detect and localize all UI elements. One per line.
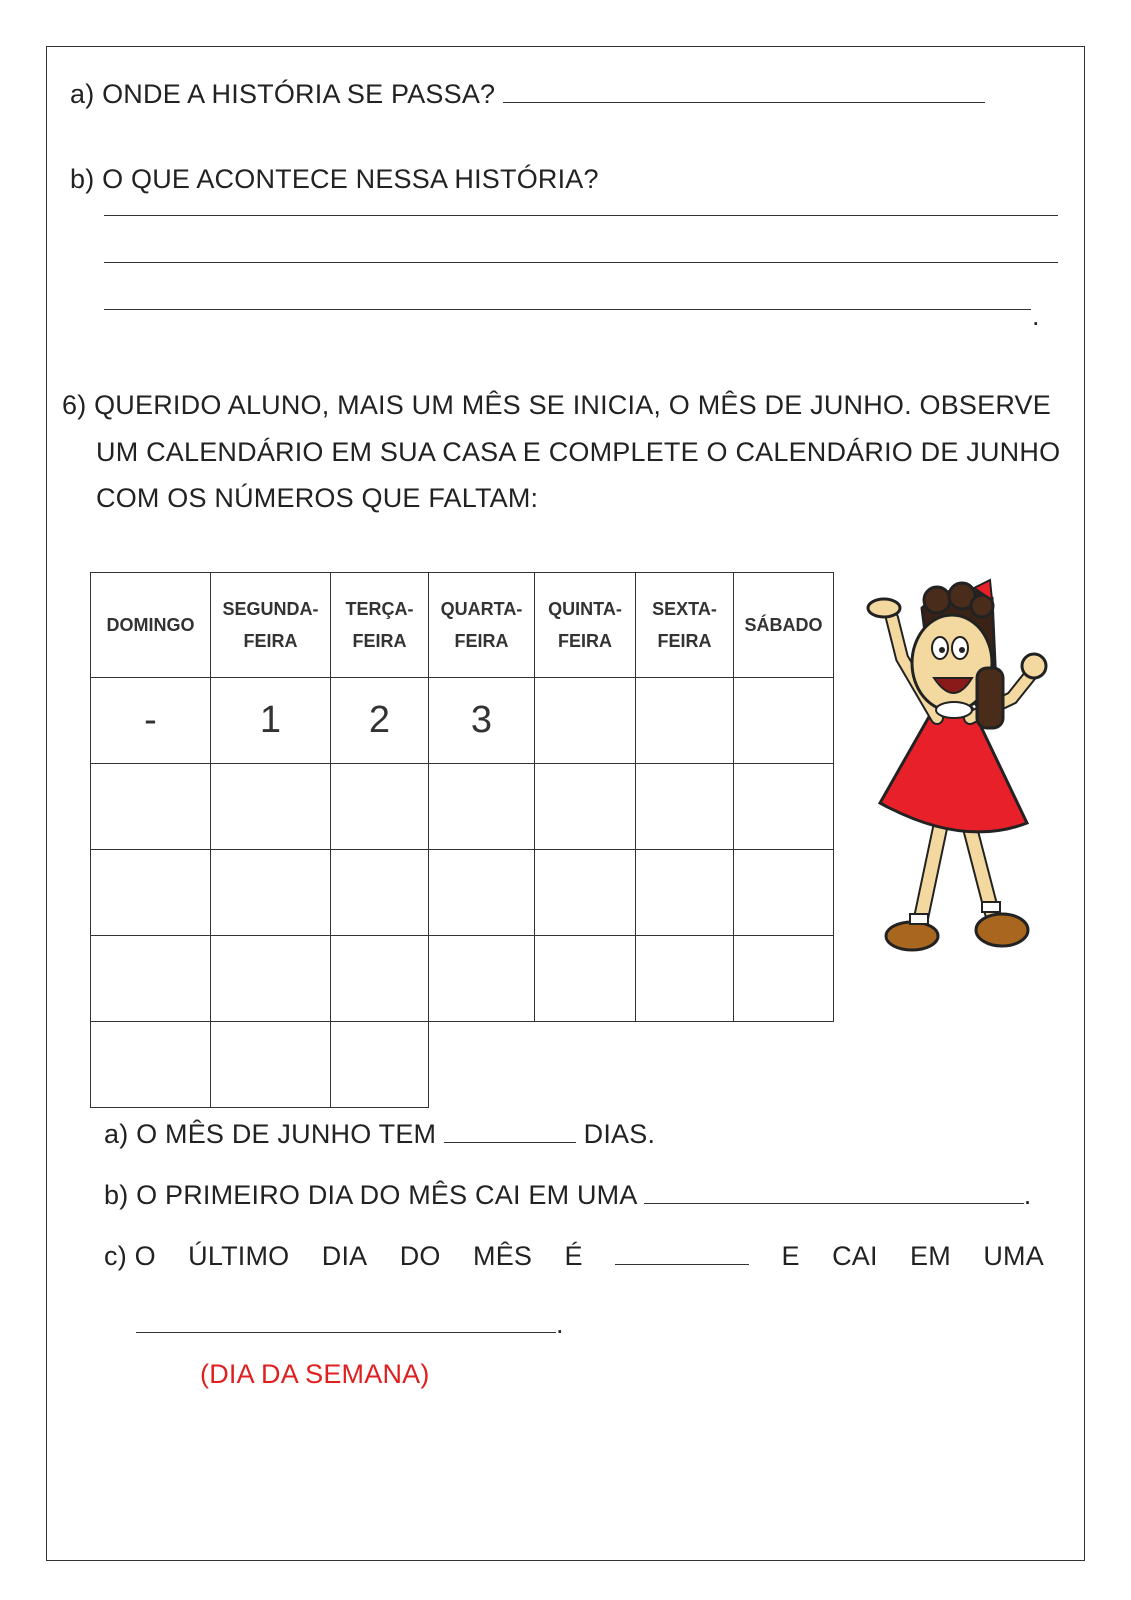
- calendar-cell[interactable]: [734, 850, 834, 936]
- calendar-cell[interactable]: [636, 678, 734, 764]
- calendar-cell[interactable]: [211, 850, 331, 936]
- calendar-cell[interactable]: [636, 936, 734, 1022]
- calendar-cell[interactable]: [734, 678, 834, 764]
- calendar-cell: 3: [429, 678, 535, 764]
- calendar-week-4: [90, 936, 834, 1022]
- calendar-week-1: [90, 678, 834, 764]
- calendar-cell[interactable]: [211, 1022, 331, 1108]
- calendar-cell[interactable]: [331, 1022, 429, 1108]
- calendar-cell[interactable]: [535, 936, 636, 1022]
- header-sexta: SEXTA- FEIRA: [636, 572, 734, 678]
- exercise-6-line-3: COM OS NÚMEROS QUE FALTAM:: [96, 483, 539, 513]
- answer-line[interactable]: [503, 74, 985, 103]
- calendar-cell[interactable]: [636, 764, 734, 850]
- calendar-cell[interactable]: [90, 850, 211, 936]
- exercise-6-line-2: UM CALENDÁRIO EM SUA CASA E COMPLETE O CALENDÁRIO DE JUNHO: [96, 437, 1061, 467]
- question-first-day: b) O PRIMEIRO DIA DO MÊS CAI EM UMA .: [104, 1175, 1031, 1211]
- calendar-header-row: [90, 572, 834, 678]
- calendar-cell[interactable]: [331, 936, 429, 1022]
- calendar-cell[interactable]: [331, 764, 429, 850]
- question-days: a) O MÊS DE JUNHO TEM DIAS.: [104, 1114, 655, 1150]
- header-sabado: SÁBADO: [734, 572, 834, 678]
- calendar-cell[interactable]: [211, 764, 331, 850]
- header-terca: TERÇA- FEIRA: [331, 572, 429, 678]
- girl-character-illustration: [862, 578, 1072, 978]
- calendar-week-3: [90, 850, 834, 936]
- calendar-cell[interactable]: [331, 850, 429, 936]
- question-last-day: c) O ÚLTIMO DIA DO MÊS É E CAI EM UMA: [104, 1236, 1044, 1272]
- question-a: a) ONDE A HISTÓRIA SE PASSA?: [70, 74, 985, 110]
- header-domingo: DOMINGO: [90, 572, 211, 678]
- exercise-6-line-1: 6) QUERIDO ALUNO, MAIS UM MÊS SE INICIA, O MÊS DE JUNHO. OBSERVE: [62, 390, 1051, 420]
- calendar-cell[interactable]: [734, 764, 834, 850]
- last-day-weekday-line: .: [136, 1304, 564, 1340]
- calendar-cell: 1: [211, 678, 331, 764]
- answer-line[interactable]: [104, 215, 1058, 216]
- calendar-cell: -: [90, 678, 211, 764]
- calendar-cell[interactable]: [535, 678, 636, 764]
- header-segunda: SEGUNDA- FEIRA: [211, 572, 331, 678]
- calendar-cell[interactable]: [429, 936, 535, 1022]
- calendar-week-5: [90, 1022, 834, 1108]
- calendar-cell[interactable]: [211, 936, 331, 1022]
- june-calendar: [90, 572, 834, 1108]
- answer-line[interactable]: [444, 1114, 576, 1143]
- weekday-hint: (DIA DA SEMANA): [200, 1359, 430, 1389]
- header-quarta: QUARTA- FEIRA: [429, 572, 535, 678]
- calendar-cell[interactable]: [429, 850, 535, 936]
- calendar-cell[interactable]: [636, 850, 734, 936]
- header-quinta: QUINTA- FEIRA: [535, 572, 636, 678]
- calendar-cell[interactable]: [90, 1022, 211, 1108]
- calendar-cell[interactable]: [535, 764, 636, 850]
- period: .: [1032, 301, 1040, 331]
- answer-line[interactable]: [644, 1175, 1024, 1204]
- calendar-cell[interactable]: [429, 764, 535, 850]
- calendar-cell[interactable]: [90, 764, 211, 850]
- calendar-cell[interactable]: [734, 936, 834, 1022]
- answer-line[interactable]: [136, 1304, 556, 1333]
- question-b: b) O QUE ACONTECE NESSA HISTÓRIA?: [70, 164, 599, 194]
- calendar-week-2: [90, 764, 834, 850]
- answer-line[interactable]: [615, 1236, 749, 1265]
- answer-line[interactable]: [104, 309, 1031, 310]
- calendar-cell[interactable]: [90, 936, 211, 1022]
- calendar-cell[interactable]: [535, 850, 636, 936]
- calendar-cell: 2: [331, 678, 429, 764]
- answer-line[interactable]: [104, 262, 1058, 263]
